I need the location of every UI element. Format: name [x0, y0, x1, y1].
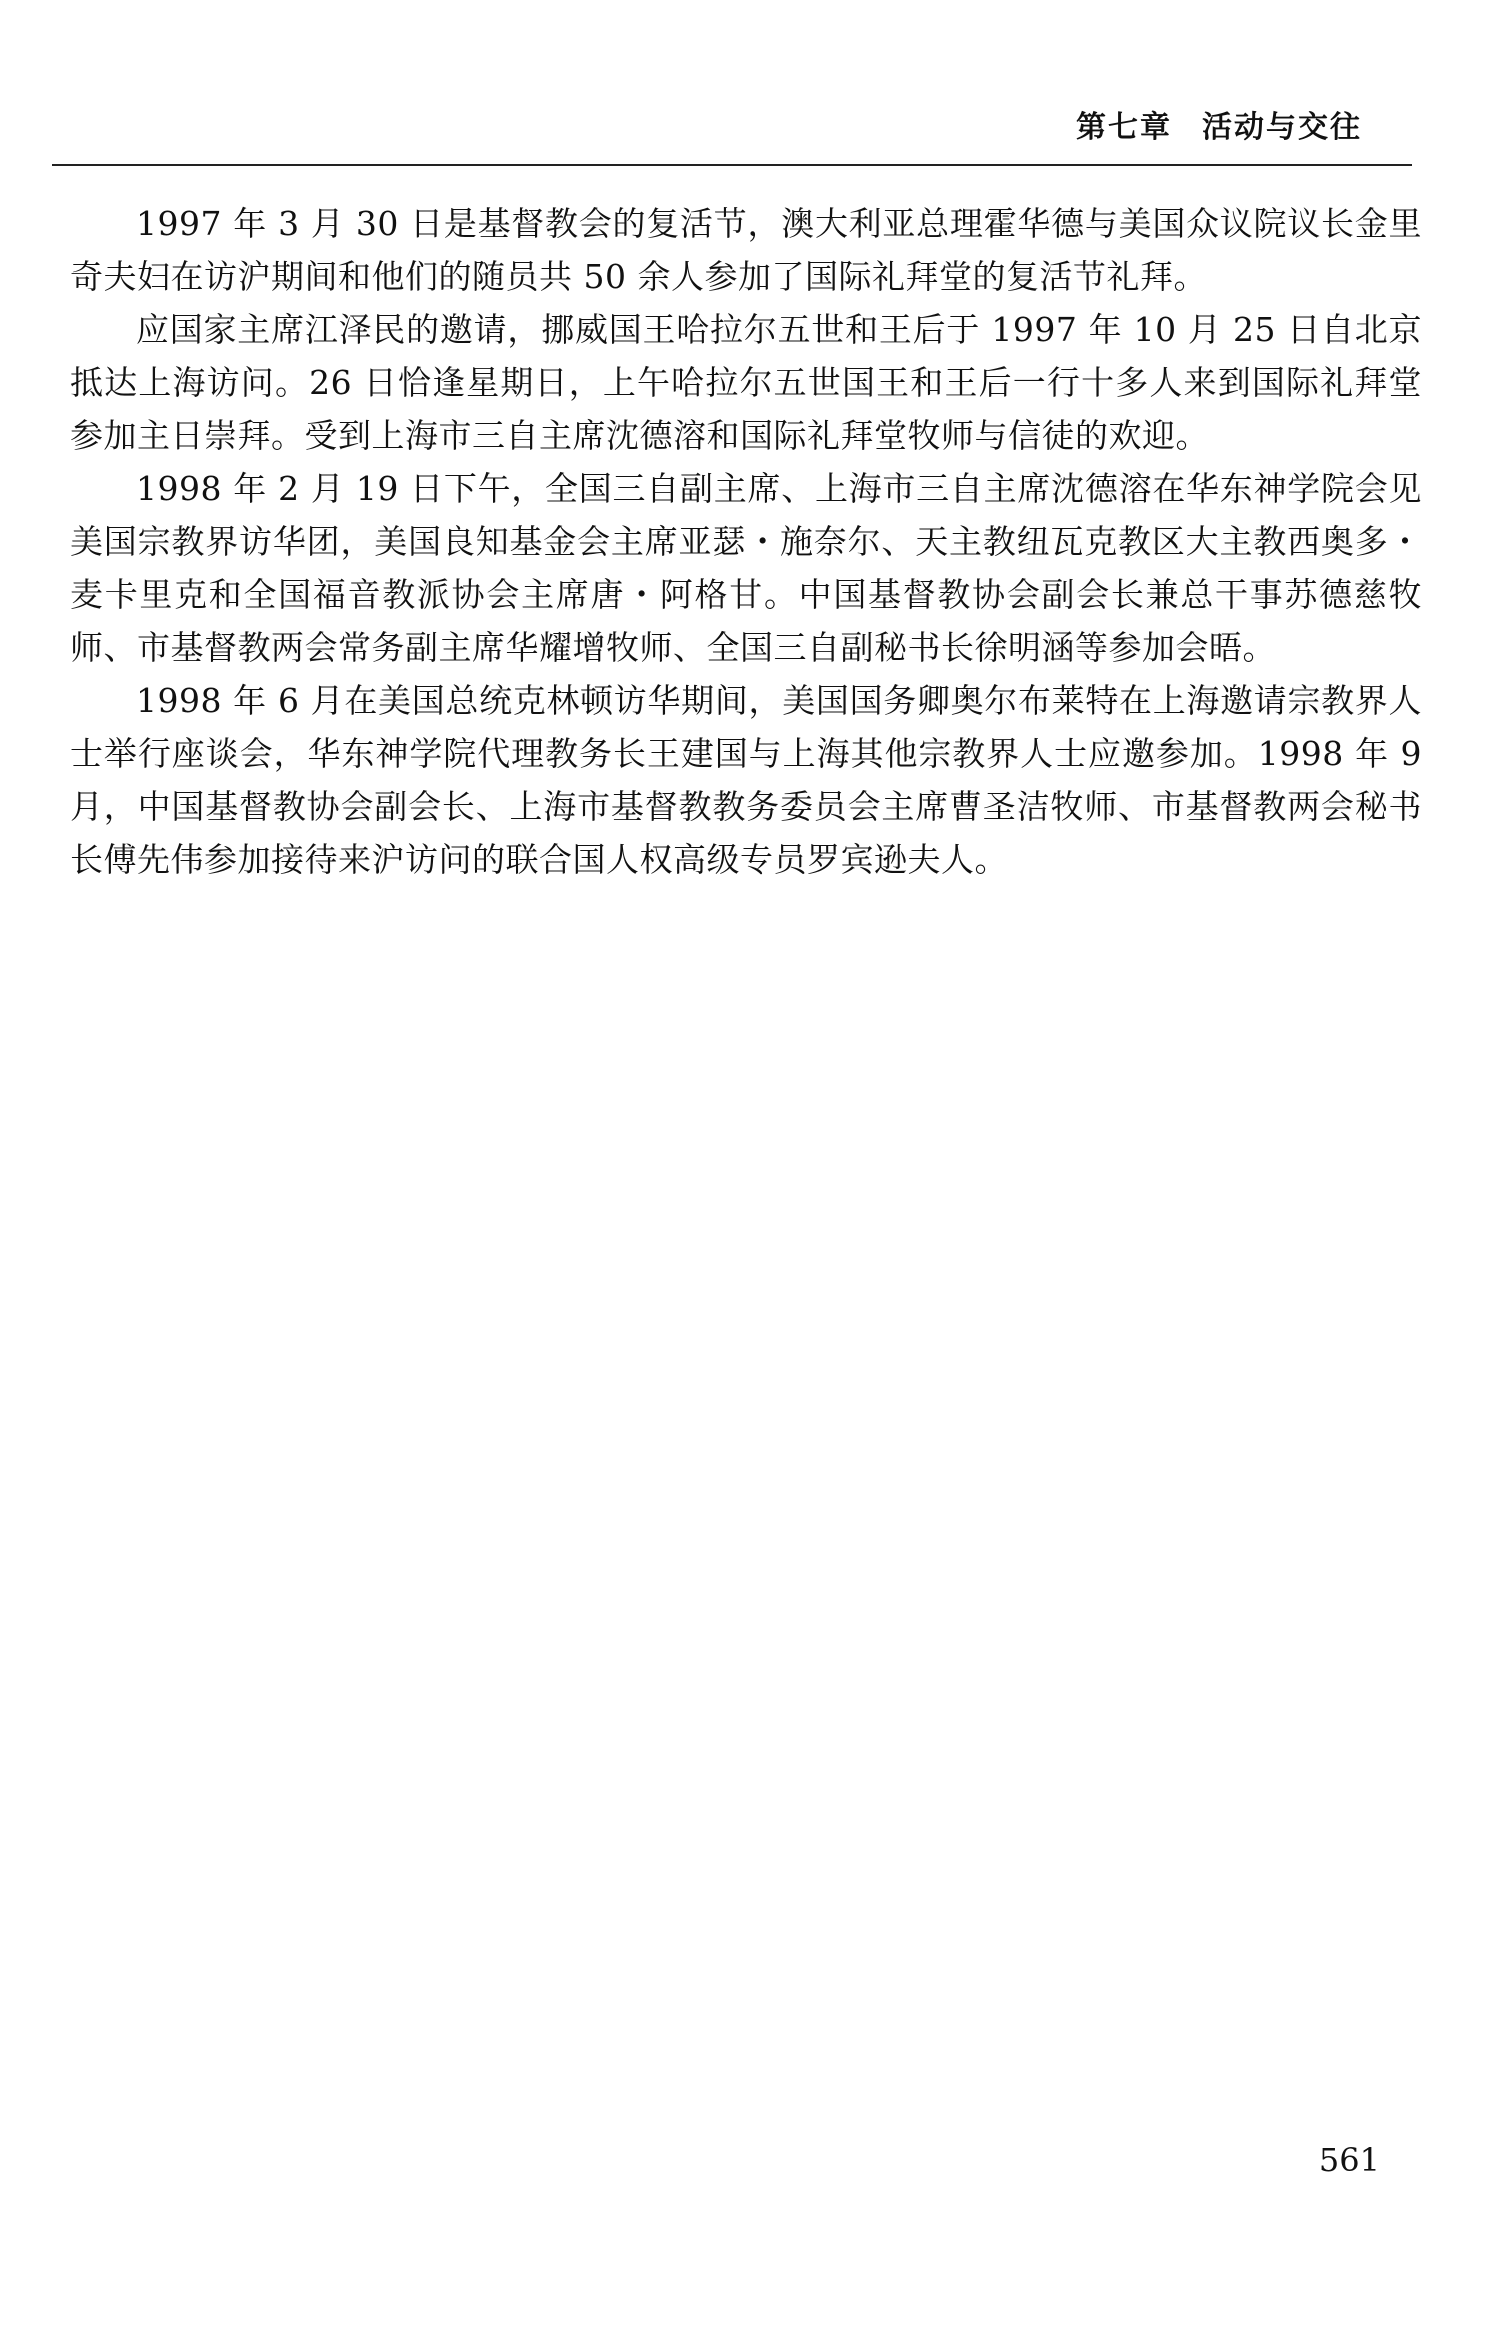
running-header — [0, 108, 1362, 148]
paragraph-3: 1998 年 2 月 19 日下午，全国三自副主席、上海市三自主席沈德溶在华东神学院会见美国宗教界访华团，美国良知基金会主席亚瑟・施奈尔、天主教纽瓦克教区大主教西奥多・麦卡里克和全国福音教派协会主席唐・阿格甘。中国基督教协会副会长兼总干事苏德慈牧师、市基督教两会常务副主席华耀增牧师、全国三自副秘书长徐明涵等参加会晤。 — [70, 469, 1422, 667]
paragraph-2: 应国家主席江泽民的邀请，挪威国王哈拉尔五世和王后于 1997 年 10 月 25 日自北京抵达上海访问。26 日恰逢星期日，上午哈拉尔五世国王和王后一行十多人来到国际礼拜堂参加主日崇拜。受到上海市三自主席沈德溶和国际礼拜堂牧师与信徒的欢迎。 — [70, 310, 1422, 455]
page-number: 561 — [1318, 2141, 1380, 2179]
chapter-title: 活动与交往 — [1202, 110, 1362, 145]
paragraph-4: 1998 年 6 月在美国总统克林顿访华期间，美国国务卿奥尔布莱特在上海邀请宗教界人士举行座谈会，华东神学院代理教务长王建国与上海其他宗教界人士应邀参加。1998 年 9 月，中国基督教协会副会长、上海市基督教教务委员会主席曹圣洁牧师、市基督教两会秘书长傅先伟参加接待来沪访问的联合国人权高级专员罗宾逊夫人。 — [70, 681, 1422, 879]
body-text — [70, 197, 1422, 886]
header-rule — [52, 164, 1412, 166]
paragraph-1: 1997 年 3 月 30 日是基督教会的复活节，澳大利亚总理霍华德与美国众议院议长金里奇夫妇在访沪期间和他们的随员共 50 余人参加了国际礼拜堂的复活节礼拜。 — [70, 204, 1422, 296]
chapter-number: 第七章 — [1076, 110, 1172, 145]
